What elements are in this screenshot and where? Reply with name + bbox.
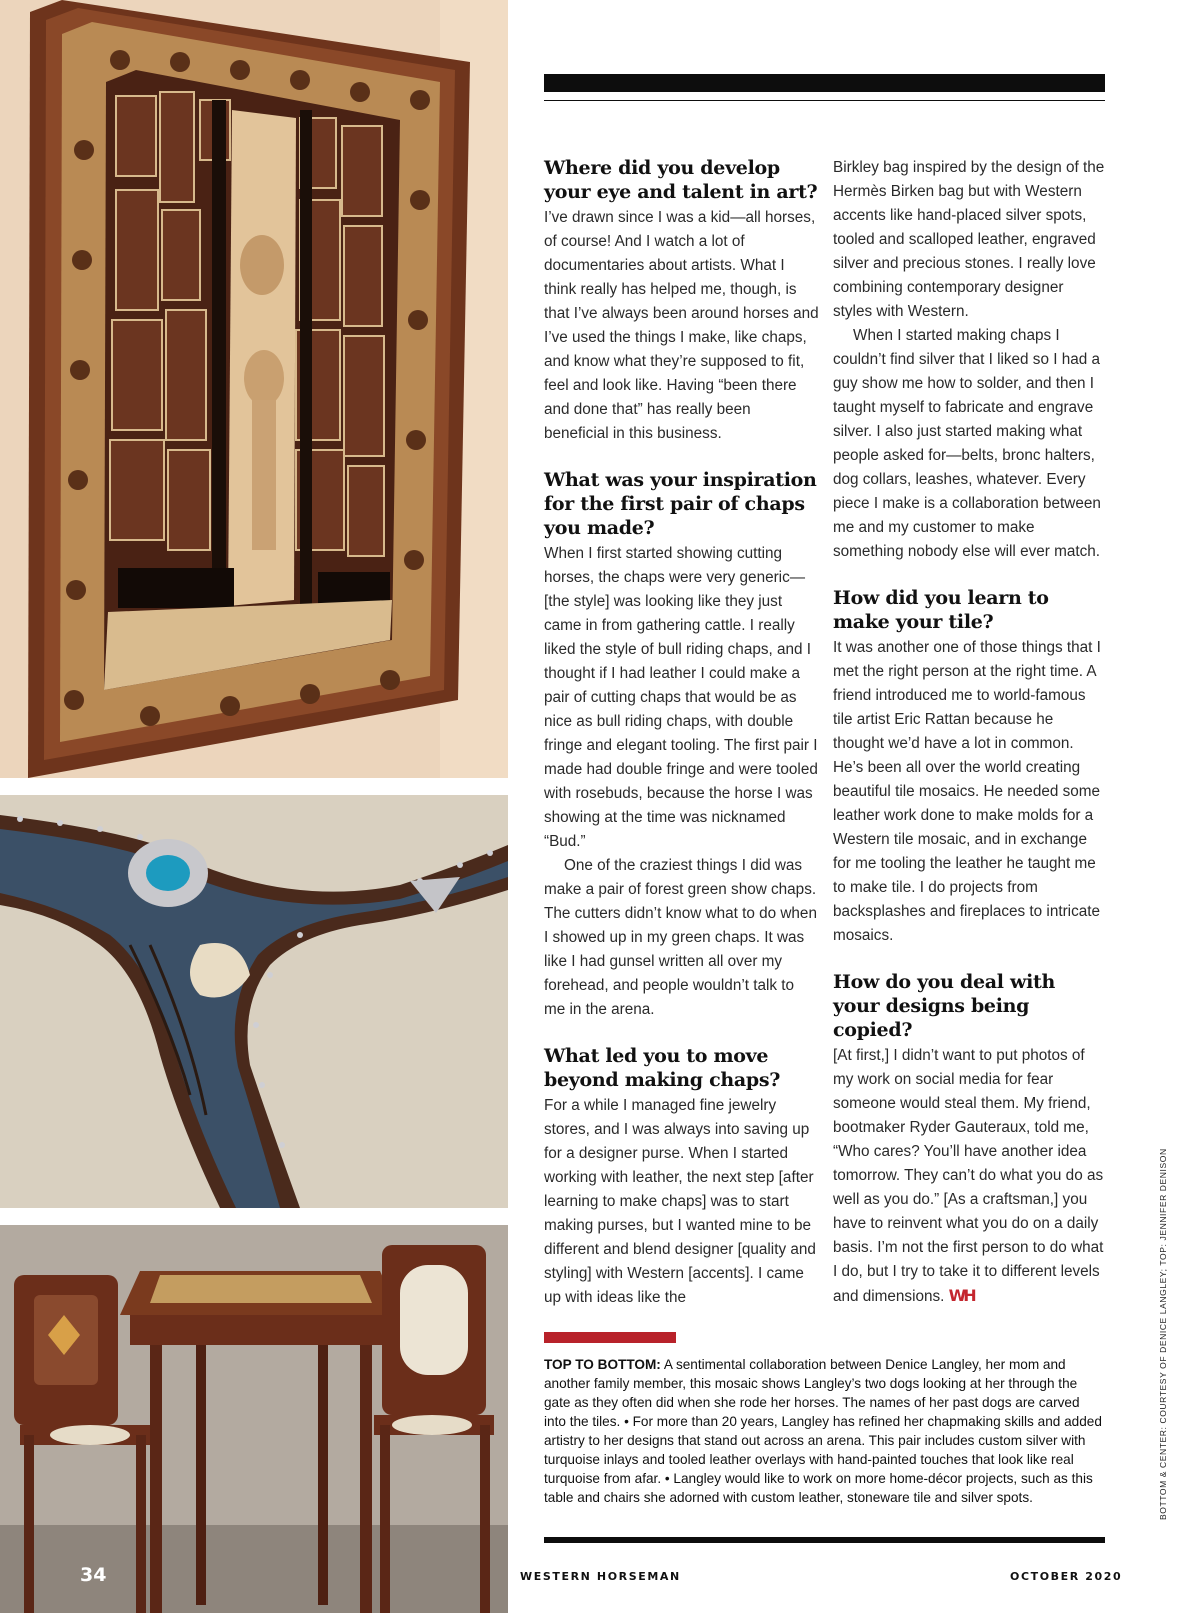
question-heading: What led you to move beyond making chaps? bbox=[544, 1045, 781, 1091]
answer-paragraph bbox=[833, 1044, 1105, 1309]
answer-paragraph: It was another one of those things that I met the right person at the right time. A friend introduced me to world-famous tile artist Eric Rattan because he thought we’d have a lot in common. He’s been all over the world creating beautiful tile mosaics. He needed some leather work done to make molds for a Western tile mosaic, and in exchange for me tooling the leather he taught me to make tile. I do projects from backsplashes and fireplaces to intricate mosaics. bbox=[833, 639, 1101, 944]
photo-credit: BOTTOM & CENTER: COURTESY OF DENICE LANGLEY; TOP: JENNIFER DENISON bbox=[1158, 1148, 1168, 1520]
question-heading: How do you deal with your designs being copied? bbox=[833, 971, 1055, 1041]
issue-date: OCTOBER 2020 bbox=[1010, 1570, 1123, 1583]
top-rule-bar bbox=[544, 74, 1105, 92]
end-mark-logo: WH bbox=[948, 1286, 974, 1305]
question-heading: What was your inspiration for the first pair of chaps you made? bbox=[544, 469, 817, 539]
question-heading: Where did you develop your eye and talent in art? bbox=[544, 157, 818, 203]
photo-mosaic bbox=[0, 0, 508, 778]
caption-lead: TOP TO BOTTOM: bbox=[544, 1357, 661, 1372]
caption-accent-bar bbox=[544, 1332, 676, 1343]
answer-paragraph: I’ve drawn since I was a kid—all horses, of course! And I watch a lot of documentaries about artists. What I think really has helped me, though, is that I’ve always been around horses and I’ve used the things I make, like chaps, and know what they’re supposed to fit, feel and look like. Having “been there and done that” has really been beneficial in this business. bbox=[544, 209, 819, 442]
answer-paragraph: For a while I managed fine jewelry stores, and I was always into saving up for a designer purse. When I started working with leather, the next step [after learning to make chaps] was to start making purses, but I wanted mine to be different and blend designer [quality and styling] with Western [accents]. I came up with ideas like the bbox=[544, 1097, 816, 1306]
question-heading: How did you learn to make your tile? bbox=[833, 587, 1049, 633]
photo-chaps bbox=[0, 795, 508, 1208]
answer-paragraph: One of the craziest things I did was make a pair of forest green show chaps. The cutters didn’t know what to do when I showed up in my green chaps. It was like I had gunsel written all over my forehead, and people wouldn’t talk to me in the arena. bbox=[544, 857, 817, 1018]
answer-text: [At first,] I didn’t want to put photos of my work on social media for fear someone would steal them. My friend, bootmaker Ryder Gauteraux, told me, “Who cares? You’ll have another idea tomorrow. They can’t do what you do as well as you do.” [As a craftsman,] you have to reinvent what you do on a daily basis. I’m not the first person to do what I do, but I try to take it to different levels and dimensions. bbox=[833, 1047, 1104, 1305]
answer-paragraph: Birkley bag inspired by the design of the Hermès Birken bag but with Western accents like hand-placed silver spots, tooled and scalloped leather, engraved silver and precious stones. I really love combining contemporary designer styles with Western. bbox=[833, 159, 1105, 320]
photo-table-chairs bbox=[0, 1225, 508, 1613]
photo-caption bbox=[544, 1355, 1105, 1507]
article-column-right bbox=[833, 156, 1105, 1309]
bottom-rule-bar bbox=[544, 1537, 1105, 1543]
caption-text: A sentimental collaboration between Denice Langley, her mom and another family member, this mosaic shows Langley’s two dogs looking at her through the gate as they often did when she rode her horses. The names of her past dogs are carved into the tiles. • For more than 20 years, Langley has refined her chapmaking skills and added artistry to her designs that stand out across an arena. This pair includes custom silver with turquoise inlays and tooled leather overlays with hand-painted touches that look like real turquoise from afar. • Langley would like to work on more home-décor projects, such as this table and chairs she adorned with custom leather, stoneware tile and silver spots. bbox=[544, 1357, 1102, 1505]
article-column-left bbox=[544, 156, 819, 1310]
top-rule-thin bbox=[544, 100, 1105, 101]
page-number: 34 bbox=[80, 1564, 107, 1586]
magazine-name: WESTERN HORSEMAN bbox=[520, 1570, 681, 1583]
answer-paragraph: When I first started showing cutting horses, the chaps were very generic—[the style] was looking like they just came in from gathering cattle. I really liked the style of bull riding chaps, and I thought if I had leather I could make a pair of cutting chaps that would be as nice as bull riding chaps, with double fringe and elegant tooling. The first pair I made had double fringe and were tooled with rosebuds, because the horse I was showing at the time was nicknamed “Bud.” bbox=[544, 545, 818, 850]
answer-paragraph: When I started making chaps I couldn’t find silver that I liked so I had a guy show me how to solder, and then I taught myself to fabricate and engrave silver. I also just started making what people asked for—belts, bronc halters, dog collars, leashes, whatever. Every piece I make is a collaboration between me and my customer to make something nobody else will ever match. bbox=[833, 327, 1101, 560]
